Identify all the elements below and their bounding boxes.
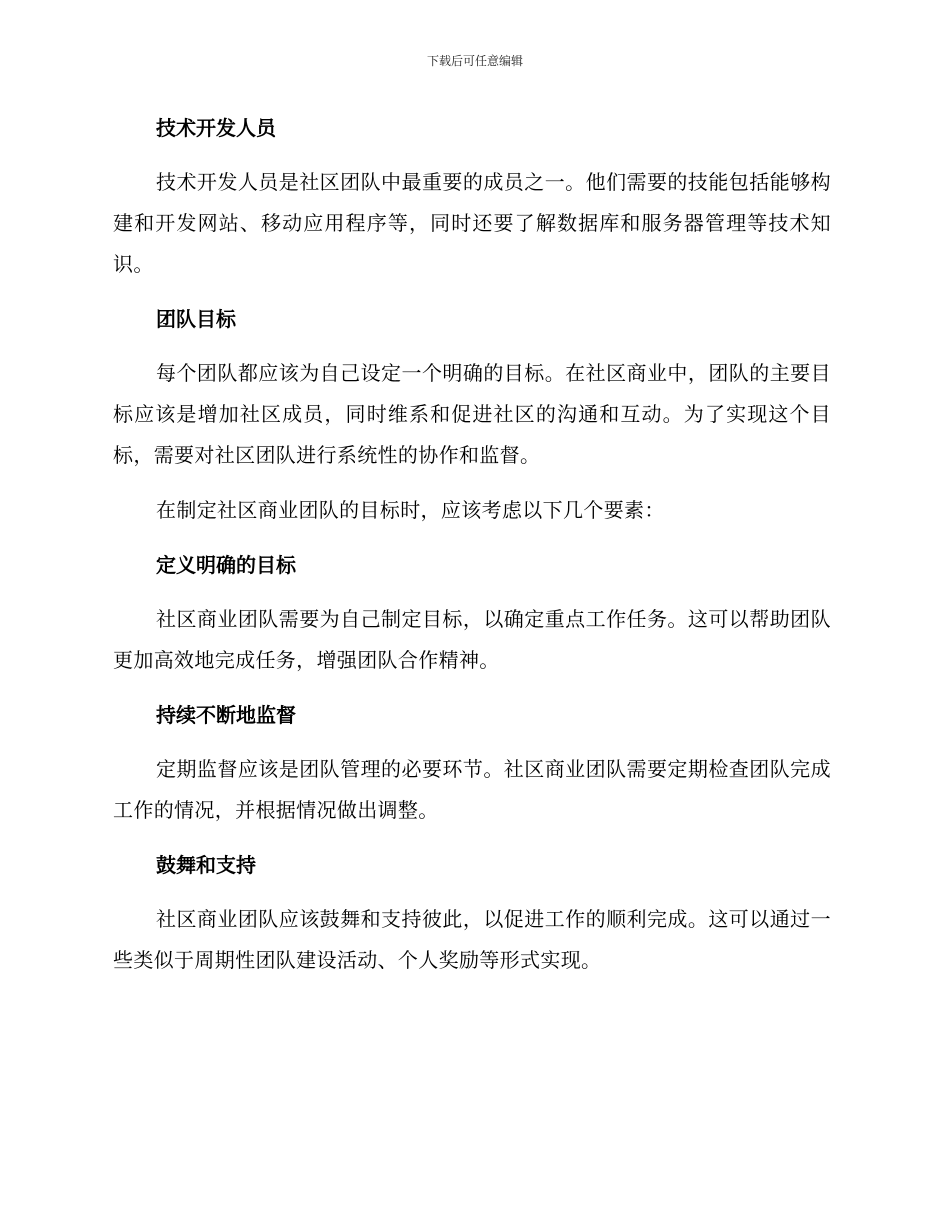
paragraph-continuous-supervision: 定期监督应该是团队管理的必要环节。社区商业团队需要定期检查团队完成工作的情况，并根据情况做出调整。 [113,757,831,822]
page-header: 下载后可任意编辑 [426,54,523,68]
section-heading-tech-developers: 技术开发人员 [156,116,276,140]
document-body [113,108,831,995]
paragraph-goal-elements-intro: 在制定社区商业团队的目标时，应该考虑以下几个要素： [156,498,665,522]
paragraph-team-goals: 每个团队都应该为自己设定一个明确的目标。在社区商业中，团队的主要目标应该是增加社区成员，同时维系和促进社区的沟通和互动。为了实现这个目标，需要对社区团队进行系统性的协作和监督。 [113,361,831,467]
section-heading-team-goals: 团队目标 [156,307,236,331]
paragraph-tech-developers: 技术开发人员是社区团队中最重要的成员之一。他们需要的技能包括能够构建和开发网站、移动应用程序等，同时还要了解数据库和服务器管理等技术知识。 [113,170,831,276]
paragraph-encourage-support: 社区商业团队应该鼓舞和支持彼此，以促进工作的顺利完成。这可以通过一些类似于周期性团队建设活动、个人奖励等形式实现。 [113,907,831,972]
paragraph-define-clear-goals: 社区商业团队需要为自己制定目标，以确定重点工作任务。这可以帮助团队更加高效地完成任务，增强团队合作精神。 [113,607,831,672]
section-heading-define-clear-goals: 定义明确的目标 [156,553,296,577]
section-heading-continuous-supervision: 持续不断地监督 [156,703,296,727]
section-heading-encourage-support: 鼓舞和支持 [156,853,256,877]
